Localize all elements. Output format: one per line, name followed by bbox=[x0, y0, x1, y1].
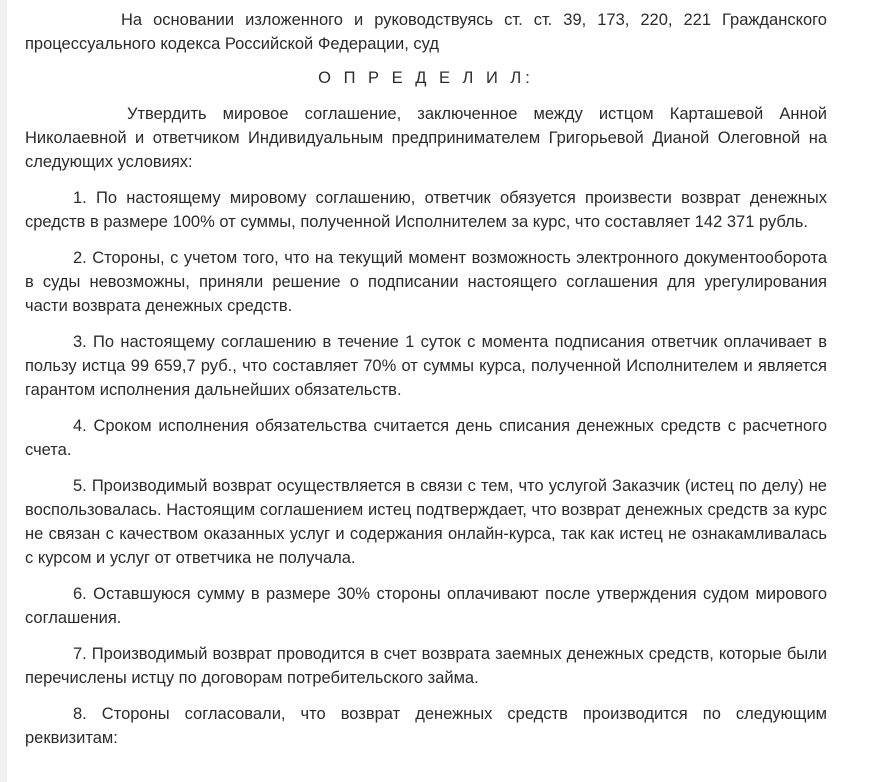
left-margin-strip bbox=[0, 0, 7, 782]
clause-3: 3. По настоящему соглашению в течение 1 суток с момента подписания ответчик оплачивает в пользу истца 99 659,7 руб., что составляет 70% от суммы курса, полученной Исполнителем и является гарантом исполнения дальнейших обязательств. bbox=[25, 333, 827, 399]
approval-paragraph: Утвердить мировое соглашение, заключенное между истцом Карташевой Анной Николаевной и ответчиком Индивидуальным предпринимателем Григорьевой Дианой Олеговной на следующих условиях: bbox=[25, 105, 827, 171]
clause-8: 8. Стороны согласовали, что возврат денежных средств производится по следующим реквизитам: bbox=[25, 705, 827, 747]
intro-paragraph: На основании изложенного и руководствуясь ст. ст. 39, 173, 220, 221 Гражданского процессуального кодекса Российской Федерации, суд bbox=[25, 11, 827, 53]
ruling-heading: О П Р Е Д Е Л И Л: bbox=[318, 69, 534, 87]
clause-2: 2. Стороны, с учетом того, что на текущий момент возможность электронного документооборота в суды невозможны, приняли решение о подписании настоящего соглашения для урегулирования части возврата денежных средств. bbox=[25, 249, 827, 315]
clause-7: 7. Производимый возврат проводится в счет возврата заемных денежных средств, которые были перечислены истцу по договорам потребительского займа. bbox=[25, 645, 827, 687]
clause-1: 1. По настоящему мировому соглашению, ответчик обязуется произвести возврат денежных средств в размере 100% от суммы, полученной Исполнителем за курс, что составляет 142 371 рубль. bbox=[25, 189, 827, 231]
clause-6: 6. Оставшуюся сумму в размере 30% стороны оплачивают после утверждения судом мирового соглашения. bbox=[25, 585, 827, 627]
document-body bbox=[25, 8, 827, 762]
clause-4: 4. Сроком исполнения обязательства считается день списания денежных средств с расчетного счета. bbox=[25, 417, 827, 459]
clause-5: 5. Производимый возврат осуществляется в связи с тем, что услугой Заказчик (истец по делу) не воспользовалась. Настоящим соглашением истец подтверждает, что возврат денежных средств за курс не связан с качеством оказанных услуг и содержания онлайн-курса, так как истец не ознакамливалась с курсом и услуг от ответчика не получала. bbox=[25, 477, 827, 567]
